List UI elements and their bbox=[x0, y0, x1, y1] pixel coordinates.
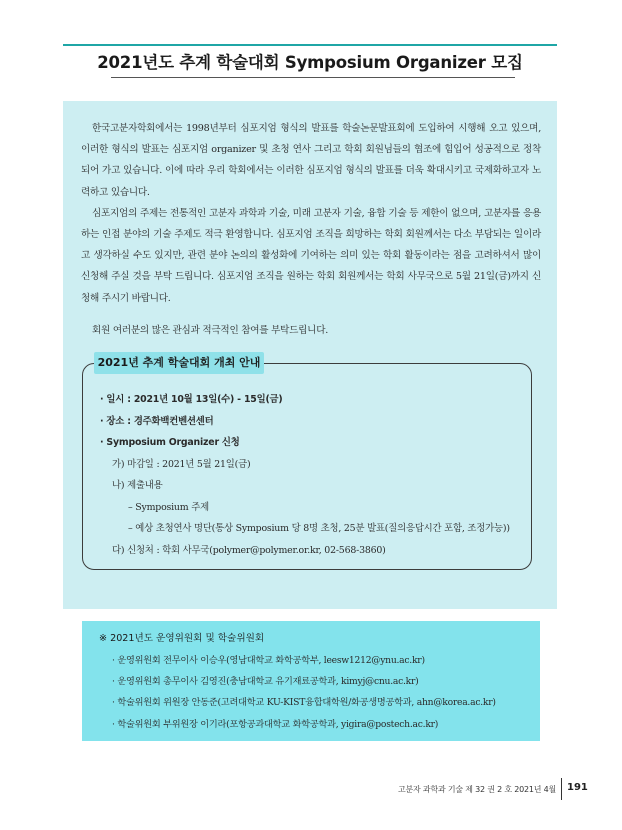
contents-heading: 나) 제출내용 bbox=[112, 480, 163, 491]
page-title: 2021년도 추계 학술대회 Symposium Organizer 모집 bbox=[97, 53, 523, 72]
intro-text bbox=[81, 118, 541, 341]
contents-item: – Symposium 주제 bbox=[128, 501, 209, 513]
journal-footer: 고분자 과학과 기술 제 32 권 2 호 2021년 4월 bbox=[398, 785, 557, 794]
event-date: · 일시 : 2021년 10월 13일(수) - 15일(금) bbox=[100, 394, 283, 405]
title-underline bbox=[111, 77, 515, 78]
event-info-title: 2021년 추계 학술대회 개최 안내 bbox=[94, 352, 264, 374]
committee-item: · 학술위원회 위원장 안동준(고려대학교 KU-KIST융합대학원/화공생명공학과, ahn@korea.ac.kr) bbox=[112, 697, 496, 709]
committee-item: · 운영위원회 전무이사 이승우(영남대학교 화학공학부, leesw1212@ynu.ac.kr) bbox=[112, 655, 425, 666]
contents-item: – 예상 초청연사 명단(통상 Symposium 당 8명 초청, 25분 발표(질의응답시간 포함, 조정가능)) bbox=[128, 523, 510, 534]
event-venue: · 장소 : 경주화백컨벤션센터 bbox=[100, 415, 214, 427]
footer-divider bbox=[561, 778, 562, 800]
organizer-heading: · Symposium Organizer 신청 bbox=[100, 437, 240, 448]
intro-paragraph: 심포지엄의 주제는 전통적인 고분자 과학과 기술, 미래 고분자 기술, 융합 기술 등 제한이 없으며, 고분자를 응용하는 인접 분야의 기술 주제도 적극 환영합니다. 심포지엄 조직을 희망하는 학회 회원께서는 다소 부담되는 일이라고 생각하실 수도 있지만, 관련 분야 논의의 활성화에 기여하는 의미 있는 학회 활동이라는 점을 고려하셔서 많이 신청해 주실 것을 부탁 드립니다. 심포지엄 조직을 원하는 학회 회원께서는 학회 사무국으로 5월 21일(금)까지 신청해 주시기 바랍니다. bbox=[81, 207, 541, 304]
event-info-list bbox=[100, 389, 530, 561]
deadline: 가) 마감일 : 2021년 5월 21일(금) bbox=[112, 458, 251, 470]
committee-heading: ※ 2021년도 운영위원회 및 학술위원회 bbox=[99, 633, 265, 644]
committee-item: · 학술위원회 부위원장 이기라(포항공과대학교 화학공학과, yigira@postech.ac.kr) bbox=[112, 718, 439, 730]
submit-to: 다) 신청처 : 학회 사무국(polymer@polymer.or.kr, 02-568-3860) bbox=[112, 544, 386, 556]
page-number: 191 bbox=[567, 782, 588, 793]
top-accent-rule bbox=[63, 44, 557, 46]
intro-closing: 회원 여러분의 많은 관심과 적극적인 참여를 부탁드립니다. bbox=[92, 324, 329, 336]
committee-list bbox=[112, 650, 542, 735]
committee-item: · 운영위원회 총무이사 김영진(충남대학교 유기재료공학과, kimyj@cnu.ac.kr) bbox=[112, 676, 419, 688]
intro-paragraph: 한국고분자학회에서는 1998년부터 심포지엄 형식의 발표를 학술논문발표회에 도입하여 시행해 오고 있으며, 이러한 형식의 발표는 심포지엄 organizer 및 초청 연사 그리고 학회 회원님들의 협조에 힘입어 성공적으로 정착되어 가고 있습니다. 이에 따라 우리 학회에서는 이러한 심포지엄 형식의 발표를 더욱 확대시키고 국제화하고자 노력하고 있습니다. bbox=[81, 123, 541, 198]
